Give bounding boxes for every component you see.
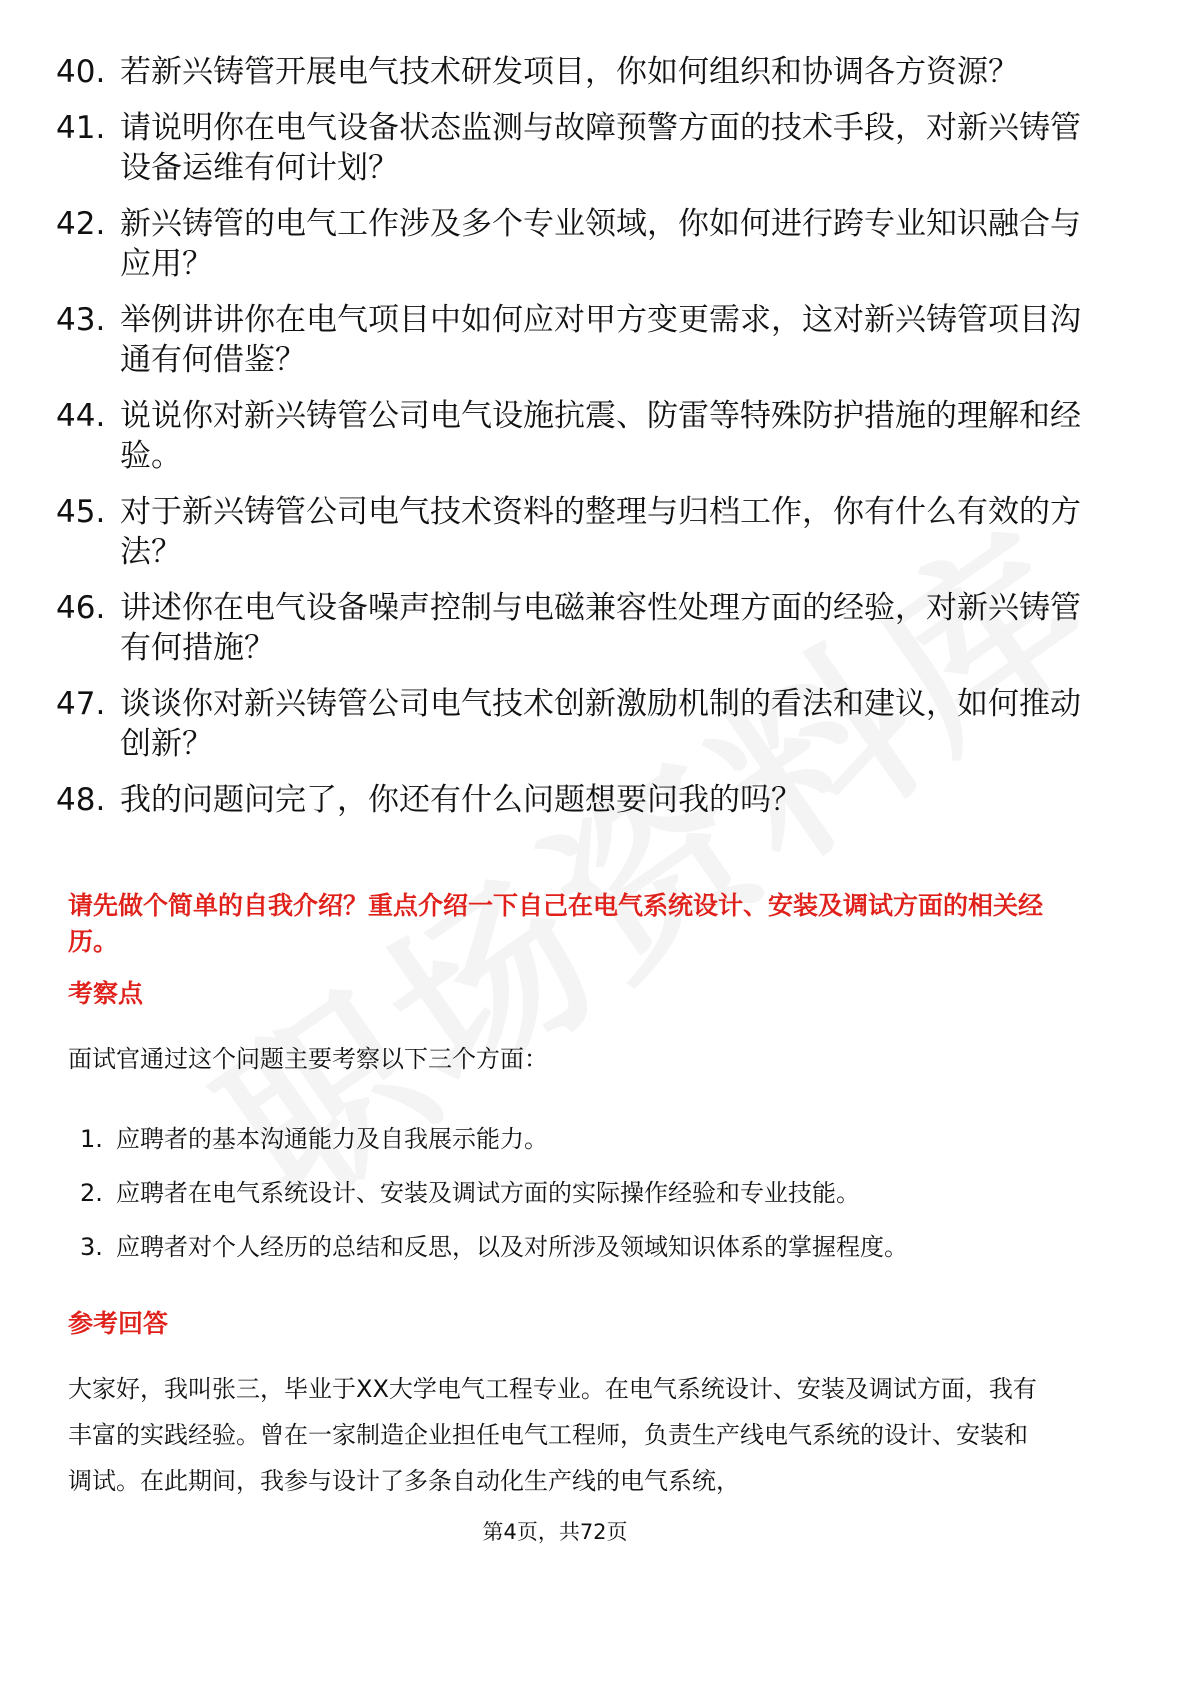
question-text: 说说你对新兴铸管公司电气设施抗震、防雷等特殊防护措施的理解和经验。	[120, 398, 1081, 474]
question-number: 43.	[56, 302, 106, 338]
question-text: 我的问题问完了，你还有什么问题想要问我的吗？	[120, 782, 802, 818]
question-text: 新兴铸管的电气工作涉及多个专业领域，你如何进行跨专业知识融合与应用？	[120, 206, 1081, 282]
question-number: 47.	[56, 686, 106, 722]
question-text: 对于新兴铸管公司电气技术资料的整理与归档工作，你有什么有效的方法？	[120, 494, 1081, 570]
question-text: 讲述你在电气设备噪声控制与电磁兼容性处理方面的经验，对新兴铸管有何措施？	[120, 590, 1081, 666]
inspection-list	[80, 1124, 1060, 1286]
question-item	[56, 684, 1096, 764]
question-number: 41.	[56, 110, 106, 146]
question-number: 46.	[56, 590, 106, 626]
inspection-title: 考察点	[68, 979, 144, 1008]
inspection-intro: 面试官通过这个问题主要考察以下三个方面：	[68, 1045, 548, 1073]
list-item	[80, 1232, 1060, 1262]
question-item	[56, 780, 1096, 820]
question-item	[56, 588, 1096, 668]
question-item	[56, 492, 1096, 572]
list-item-text: 应聘者的基本沟通能力及自我展示能力。	[116, 1125, 548, 1153]
list-item-number: 2.	[80, 1179, 103, 1207]
question-number: 42.	[56, 206, 106, 242]
question-item	[56, 108, 1096, 188]
question-item	[56, 300, 1096, 380]
question-item	[56, 204, 1096, 284]
question-item	[56, 396, 1096, 476]
question-number: 48.	[56, 782, 106, 818]
list-item-text: 应聘者在电气系统设计、安装及调试方面的实际操作经验和专业技能。	[116, 1179, 860, 1207]
question-text: 谈谈你对新兴铸管公司电气技术创新激励机制的看法和建议，如何推动创新？	[120, 686, 1081, 762]
question-text: 请说明你在电气设备状态监测与故障预警方面的技术手段，对新兴铸管设备运维有何计划？	[120, 110, 1081, 186]
question-number: 40.	[56, 54, 106, 90]
list-item-number: 3.	[80, 1233, 103, 1261]
answer-title: 参考回答	[68, 1309, 169, 1338]
answer-text: 大家好，我叫张三，毕业于XX大学电气工程专业。在电气系统设计、安装及调试方面，我有丰富的实践经验。曾在一家制造企业担任电气工程师，负责生产线电气系统的设计、安装和调试。在此期间，我参与设计了多条自动化生产线的电气系统，	[68, 1375, 1037, 1495]
question-item	[56, 52, 1096, 92]
list-item	[80, 1124, 1060, 1154]
question-list	[56, 52, 1096, 836]
list-item-number: 1.	[80, 1125, 103, 1153]
question-text: 若新兴铸管开展电气技术研发项目，你如何组织和协调各方资源？	[120, 54, 1019, 90]
highlight-question: 请先做个简单的自我介绍？重点介绍一下自己在电气系统设计、安装及调试方面的相关经历。	[68, 891, 1044, 956]
list-item-text: 应聘者对个人经历的总结和反思，以及对所涉及领域知识体系的掌握程度。	[116, 1233, 908, 1261]
list-item	[80, 1178, 1060, 1208]
question-number: 44.	[56, 398, 106, 434]
question-text: 举例讲讲你在电气项目中如何应对甲方变更需求，这对新兴铸管项目沟通有何借鉴？	[120, 302, 1081, 378]
question-number: 45.	[56, 494, 106, 530]
page-footer: 第4页，共72页	[482, 1520, 628, 1544]
